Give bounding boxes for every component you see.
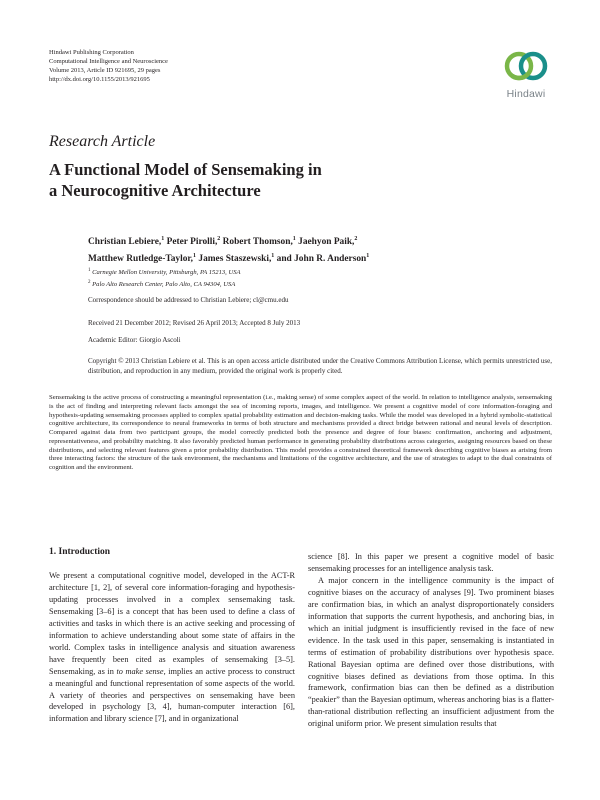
abstract: Sensemaking is the active process of constructing a meaningful representation (i.e., making sense) of some complex aspect of the world. In relation to intelligence analysis, sensemaking is the act of finding and interpreting relevant facts amongst the sea of incoming reports, images, and intelligence. We present a cognitive model of core information-foraging and hypothesis-updating sensemaking processes applied to complex spatial probability estimation and decision-making tasks. While the model was developed in a hybrid symbolic-statistical cognitive architecture, its correspondence to neural frameworks in terms of both structure and mechanisms provided a direct bridge between rational and neural levels of description. Compared against data from two participant groups, the model correctly predicted both the presence and degree of four biases: confirmation, anchoring and adjustment, representativeness, and probability matching. It also favorably predicted human performance in generating probability distributions across categories, assigning resources based on these distributions, and selecting relevant features given a prior probability distribution. This model provides a constrained theoretical framework describing cognitive biases as arising from three interacting factors: the structure of the task environment, the mechanisms and limitations of the cognitive architecture, and the use of strategies to adapt to the dual constraints of cognition and the environment. [49,394,552,471]
author-affil-mark: 1 [366,252,370,259]
author-affil-mark: 1 [161,236,165,242]
article-type: Research Article [49,133,156,150]
author-affil-mark: 2 [217,236,221,242]
author-affil-mark: 2 [354,236,358,242]
author-name: Christian Lebiere, [88,237,162,248]
author-affil-mark: 1 [271,252,275,259]
author-name: Jaehyon Paik, [298,237,355,248]
affil-text: Carnegie Mellon University, Pittsburgh, PA 15213, USA [92,269,241,277]
header-doi[interactable]: http://dx.doi.org/10.1155/2013/921695 [49,76,150,83]
paragraph [49,570,295,725]
author-list [88,233,468,266]
header-journal: Computational Intelligence and Neuroscience [49,58,168,65]
paragraph: science [8]. In this paper we present a cognitive model of basic sensemaking processes for an intelligence analysis task. [308,552,554,573]
author-affil-mark: 1 [292,236,296,242]
journal-header [49,48,168,84]
body-column-right [308,551,554,730]
hindawi-rings-icon [503,46,549,86]
title-line: a Neurocognitive Architecture [49,181,261,200]
emphasis: to make sense [116,666,164,676]
copyright-notice: Copyright © 2013 Christian Lebiere et al. This is an open access article distributed under the Creative Commons Attribution License, which permits unrestricted use, distribution, and reproduction in any medium, provided the original work is properly cited. [88,357,552,375]
author-name: Peter Pirolli, [166,237,218,248]
author-name: James Staszewski, [198,253,272,264]
affil-text: Palo Alto Research Center, Palo Alto, CA 94304, USA [92,281,236,289]
article-dates: Received 21 December 2012; Revised 26 April 2013; Accepted 8 July 2013 [88,319,301,327]
author-name: Robert Thomson, [222,237,293,248]
section-heading: 1. Introduction [49,547,111,557]
header-publisher: Hindawi Publishing Corporation [49,49,134,56]
affil-mark: 2 [88,280,91,286]
affiliation [88,278,241,290]
text-run: , implies an active process to construct a meaningful and functional representation of some aspects of the world. A variety of theories and perspectives on sensemaking have been developed in psychology [3, 4], human-computer interaction [6], information and library science [7], and in organizational [49,666,295,724]
hindawi-logo [496,46,556,108]
logo-brand-text: Hindawi [506,88,546,100]
article-title [49,159,379,201]
author-name: Matthew Rutledge-Taylor, [88,253,194,264]
author-line [88,233,468,250]
paragraph: A major concern in the intelligence community is the impact of cognitive biases on the accuracy of analyses [9]. Two prominent biases are confirmation bias, in which an analyst disproportionately considers information that supports the current hypothesis, and anchoring bias, in which an initial judgment is insufficiently revised in the face of new evidence. In the task used in this paper, sensemaking is instantiated in terms of estimation of probability distributions over hypothesis space. Rational Bayesian optima are defined over those distributions, with cognitive biases defined as deviations from those optima. In this framework, confirmation bias can then be defined as a distribution “peakier” than the Bayesian optimum, whereas anchoring bias is a flatter-than-rational distribution reflecting an insufficient adjustment from the original uniform prior. We present simulation results that [308,575,554,729]
author-line [88,250,468,267]
affil-mark: 1 [88,268,91,273]
text-run: We present a computational cognitive model, developed in the ACT-R architecture [1, 2], of several core information-foraging and hypothesis-updating processes involved in a complex sensemaking task. Sensemaking [3–6] is a concept that has been used to define a class of activities and tasks in which there is an active seeking and processing of information to achieve understanding about some state of affairs in the world. Complex tasks in intelligence analysis and situation awareness have frequently been cited as examples of sensemaking [3–5]. Sensemaking, as in [49,571,295,676]
body-column-left [49,570,295,725]
affiliation [88,266,241,278]
header-volume: Volume 2013, Article ID 921695, 29 pages [49,67,161,74]
affiliations [88,266,241,290]
title-line: A Functional Model of Sensemaking in [49,160,322,179]
correspondence: Correspondence should be addressed to Christian Lebiere; cl@cmu.edu [88,296,289,304]
author-affil-mark: 1 [193,252,197,259]
author-name: and John R. Anderson [276,253,367,264]
academic-editor: Academic Editor: Giorgio Ascoli [88,336,181,344]
